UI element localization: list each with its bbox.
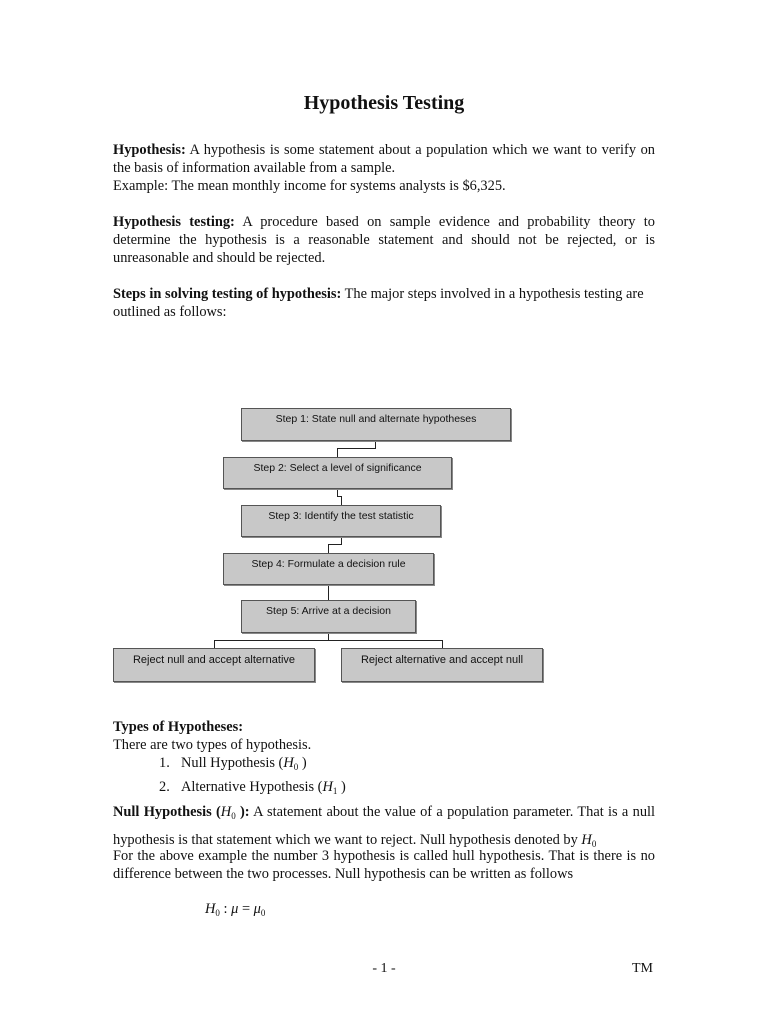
formula-colon: : bbox=[219, 901, 232, 917]
hypothesis-definition bbox=[113, 141, 655, 195]
formula-h-subscript: 0 bbox=[215, 908, 220, 918]
list-item-close: ) bbox=[298, 755, 307, 771]
types-intro: There are two types of hypothesis. bbox=[113, 737, 312, 753]
step-2-box: Step 2: Select a level of significance bbox=[223, 457, 452, 489]
hypothesis-example: Example: The mean monthly income for systems analysts is $6,325. bbox=[113, 178, 506, 194]
connector bbox=[328, 585, 329, 600]
step-5-box: Step 5: Arrive at a decision bbox=[241, 600, 416, 633]
connector bbox=[328, 633, 329, 640]
connector bbox=[337, 448, 376, 449]
h-symbol: H bbox=[283, 755, 294, 771]
hypothesis-text: A hypothesis is some statement about a population which we want to verify on the basis of information available from a sample. bbox=[113, 142, 655, 176]
hypothesis-label: Hypothesis: bbox=[113, 142, 186, 158]
list-item bbox=[159, 778, 346, 800]
connector bbox=[341, 537, 342, 544]
null-hypothesis-example: For the above example the number 3 hypothesis is called hull hypothesis. That is there is no difference between the two processes. Null hypothesis can be written as follows bbox=[113, 848, 655, 882]
steps-intro-text: The major steps involved in a hypothesis testing are outlined as follows: bbox=[113, 286, 644, 320]
connector bbox=[337, 448, 338, 457]
types-heading: Types of Hypotheses: bbox=[113, 719, 244, 735]
connector bbox=[442, 640, 443, 648]
steps-intro-label: Steps in solving testing of hypothesis: bbox=[113, 286, 342, 302]
h-symbol: H bbox=[581, 832, 592, 848]
connector bbox=[375, 441, 376, 449]
h-subscript: 0 bbox=[293, 762, 299, 772]
step-1-box: Step 1: State null and alternate hypotheses bbox=[241, 408, 511, 441]
null-hypothesis-label-start: Null Hypothesis ( bbox=[113, 804, 221, 820]
formula-mu-zero: μ bbox=[253, 901, 261, 917]
h-subscript: 0 bbox=[591, 839, 597, 849]
connector bbox=[341, 496, 342, 505]
outcome-reject-null-box: Reject null and accept alternative bbox=[113, 648, 315, 682]
h-symbol: H bbox=[322, 779, 333, 795]
null-hypothesis-formula bbox=[205, 901, 265, 918]
hypothesis-testing-label: Hypothesis testing: bbox=[113, 214, 235, 230]
steps-intro bbox=[113, 285, 655, 321]
step-4-box: Step 4: Formulate a decision rule bbox=[223, 553, 434, 585]
connector bbox=[337, 489, 338, 496]
null-hypothesis-label-end: ): bbox=[235, 804, 250, 820]
connector bbox=[214, 640, 215, 648]
outcome-reject-alternative-box: Reject alternative and accept null bbox=[341, 648, 543, 682]
hypothesis-testing-text: A procedure based on sample evidence and probability theory to determine the hypothesis is a reasonable statement and should not be rejected, or is unreasonable and should be rejected. bbox=[113, 214, 655, 266]
formula-h: H bbox=[205, 901, 216, 917]
formula-equals: = bbox=[238, 901, 254, 917]
list-number: 1. bbox=[159, 755, 170, 771]
list-number: 2. bbox=[159, 779, 170, 795]
footer-mark: TM bbox=[632, 961, 653, 976]
list-item-close: ) bbox=[337, 779, 346, 795]
list-item bbox=[159, 754, 307, 776]
connector bbox=[214, 640, 443, 641]
connector bbox=[328, 544, 329, 553]
h-subscript: 0 bbox=[231, 811, 236, 821]
list-item-text: Null Hypothesis ( bbox=[181, 755, 284, 771]
page-title: Hypothesis Testing bbox=[303, 92, 465, 114]
hypothesis-testing-definition bbox=[113, 213, 655, 267]
h-symbol: H bbox=[220, 804, 232, 820]
formula-mu-subscript: 0 bbox=[260, 908, 266, 918]
connector bbox=[328, 544, 342, 545]
null-hypothesis-text: A statement about the value of a population parameter. That is a null hypothesis is that statement which we want to reject. Null hypothesis denoted by bbox=[113, 804, 656, 848]
page-number: - 1 - bbox=[372, 961, 396, 976]
step-3-box: Step 3: Identify the test statistic bbox=[241, 505, 441, 537]
h-subscript: 1 bbox=[332, 786, 338, 796]
formula-mu: μ bbox=[231, 901, 239, 917]
connector bbox=[337, 496, 342, 497]
list-item-text: Alternative Hypothesis ( bbox=[181, 779, 323, 795]
